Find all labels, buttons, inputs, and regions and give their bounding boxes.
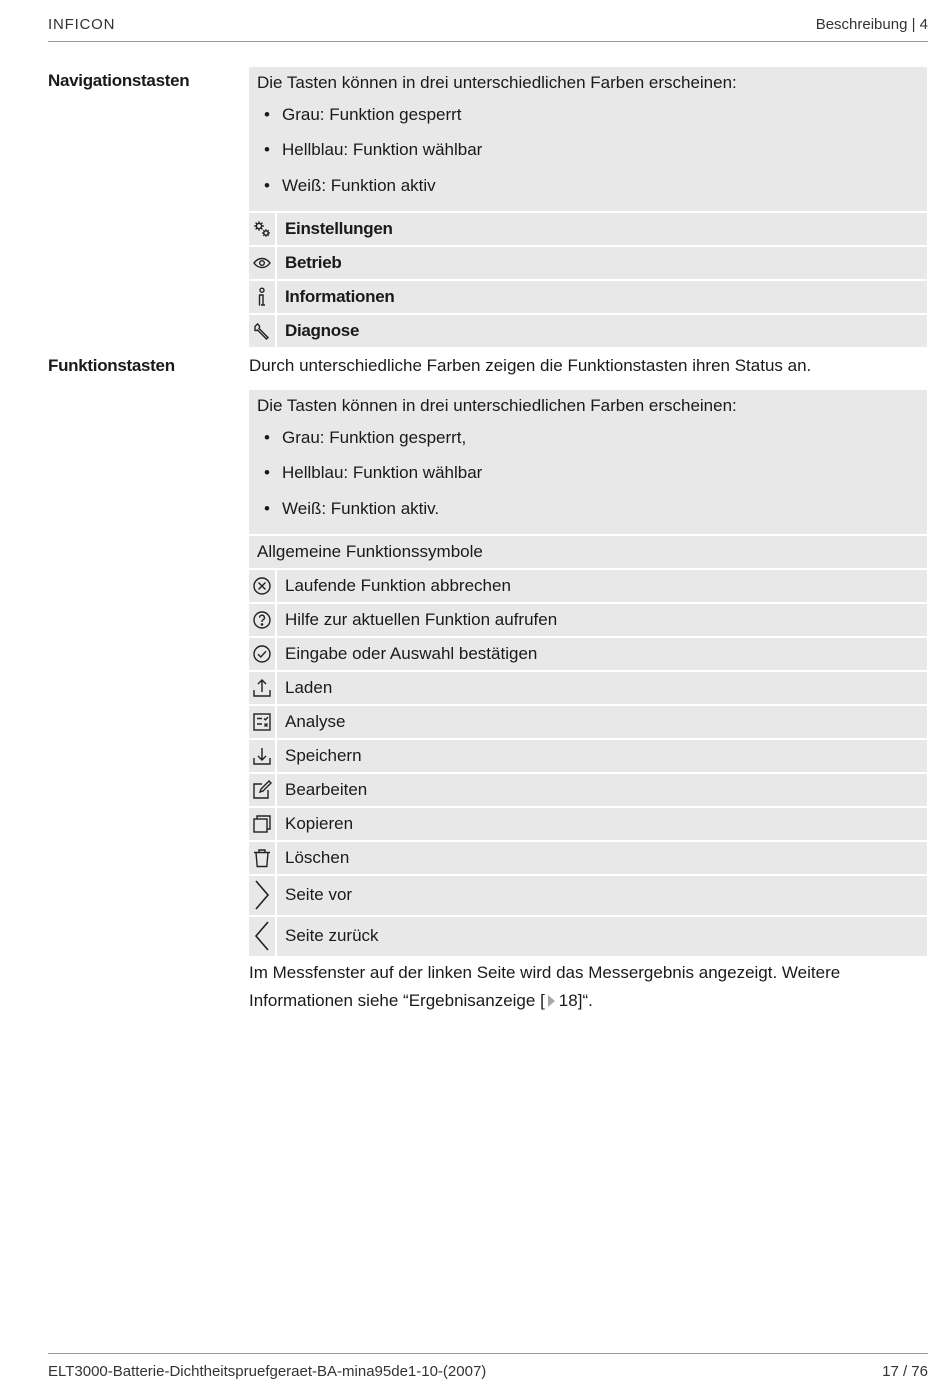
chevron-right-icon [249,876,277,915]
analysis-icon [249,706,277,738]
fn-row-copy [249,806,927,840]
function-color-list [257,428,919,534]
nav-row-diagnosis [249,313,927,347]
function-color-intro [249,390,927,534]
nav-label-settings: Einstellungen [285,218,393,238]
list-item: • Weiß: Funktion aktiv. [257,499,919,534]
fn-row-cancel [249,568,927,602]
page-number: 17 / 76 [882,1363,928,1380]
nav-label-information: Informationen [285,286,395,306]
confirm-icon [249,638,277,670]
result-display-paragraph [249,959,840,1015]
fn-row-help [249,602,927,636]
trash-icon [249,842,277,874]
fn-label-help: Hilfe zur aktuellen Funktion aufrufen [285,609,558,629]
symbols-heading: Allgemeine Funktionssymbole [249,534,927,568]
eye-icon [249,247,277,279]
nav-label-diagnosis: Diagnose [285,320,360,340]
page-reference-link[interactable]: 18 [558,991,578,1010]
download-icon [249,740,277,772]
edit-icon [249,774,277,806]
page-footer [48,1353,928,1380]
fn-label-copy: Kopieren [285,813,354,833]
wrench-icon [249,315,277,347]
fn-label-delete: Löschen [285,847,350,867]
fn-row-analysis [249,704,927,738]
info-icon [249,281,277,313]
nav-label-operation: Betrieb [285,252,342,272]
fn-row-edit [249,772,927,806]
nav-row-information [249,279,927,313]
navigation-intro-text: Die Tasten können in drei unterschiedlichen Farben erscheinen: [257,73,737,92]
paragraph-line-2-end: ]“. [577,991,593,1010]
fn-row-save [249,738,927,772]
list-item: • Weiß: Funktion aktiv [257,176,919,211]
fn-label-load: Laden [285,677,333,697]
fn-label-confirm: Eingabe oder Auswahl bestätigen [285,643,538,663]
fn-label-save: Speichern [285,745,362,765]
brand-name: INFICON [48,16,116,33]
function-keys-lead: Durch unterschiedliche Farben zeigen die Funktionstasten ihren Status an. [249,356,812,375]
function-intro-text: Die Tasten können in drei unterschiedlichen Farben erscheinen: [257,396,737,415]
paragraph-line-2-start: Informationen siehe “Ergebnisanzeige [ [249,991,545,1010]
fn-row-page-back [249,915,927,956]
document-id: ELT3000-Batterie-Dichtheitspruefgeraet-BA-mina95de1-10-(2007) [48,1363,487,1380]
fn-label-page-back: Seite zurück [285,926,379,946]
fn-row-page-forward [249,874,927,915]
chevron-left-icon [249,917,277,956]
function-keys-table [249,390,927,956]
upload-icon [249,672,277,704]
fn-label-cancel: Laufende Funktion abbrechen [285,575,511,595]
page-header [48,14,928,42]
copy-icon [249,808,277,840]
label-navigation-keys: Navigationstasten [48,71,190,90]
list-item: • Grau: Funktion gesperrt [257,105,919,140]
list-item: • Hellblau: Funktion wählbar [257,463,919,498]
list-item: • Hellblau: Funktion wählbar [257,140,919,175]
fn-row-delete [249,840,927,874]
paragraph-line-1: Im Messfenster auf der linken Seite wird das Messergebnis angezeigt. Weitere [249,963,841,982]
navigation-color-list [257,105,919,211]
list-item: • Grau: Funktion gesperrt, [257,428,919,463]
gears-icon [249,213,277,245]
fn-row-confirm [249,636,927,670]
navigation-color-intro [249,67,927,211]
nav-row-operation [249,245,927,279]
fn-label-edit: Bearbeiten [285,779,368,799]
nav-row-settings [249,211,927,245]
label-function-keys: Funktionstasten [48,356,175,375]
section-title: Beschreibung | 4 [815,16,928,33]
help-icon [249,604,277,636]
paragraph-line-2 [249,987,840,1015]
fn-label-analysis: Analyse [285,711,346,731]
cross-reference-arrow-icon [548,995,555,1007]
fn-row-load [249,670,927,704]
cancel-icon [249,570,277,602]
fn-label-page-forward: Seite vor [285,885,353,905]
navigation-keys-table [249,67,927,347]
